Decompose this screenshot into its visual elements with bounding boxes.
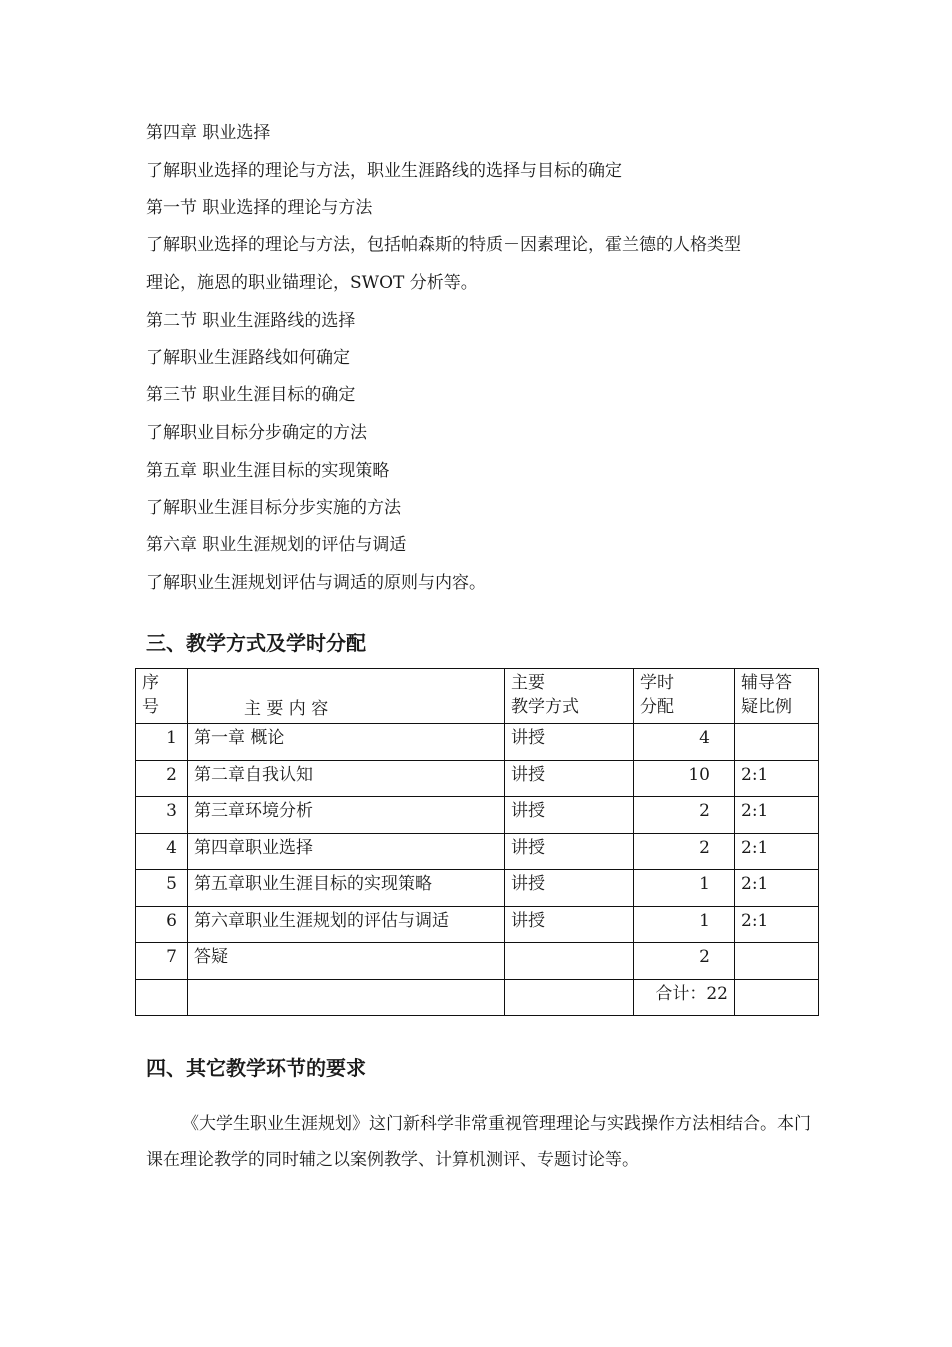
header-num: 序 号 — [136, 669, 188, 724]
header-ratio: 辅导答 疑比例 — [735, 669, 819, 724]
section-title: 第一节 职业选择的理论与方法 — [146, 198, 373, 218]
section-4-paragraph: 《大学生职业生涯规划》这门新科学非常重视管理理论与实践操作方法相结合。本门课在理论教学的同时辅之以案例教学、计算机测评、专题讨论等。 — [146, 1114, 811, 1170]
schedule-table — [135, 668, 819, 1016]
outline-text: 了解职业选择的理论与方法，职业生涯路线的选择与目标的确定 — [146, 161, 622, 181]
table-row: 3 第三章环境分析 讲授 2 2:1 — [136, 797, 819, 833]
chapter-6-title: 第六章 职业生涯规划的评估与调适 — [146, 535, 407, 555]
table-row: 5 第五章职业生涯目标的实现策略 讲授 1 2:1 — [136, 870, 819, 906]
header-hours: 学时 分配 — [634, 669, 735, 724]
table-row: 2 第二章自我认知 讲授 10 2:1 — [136, 760, 819, 796]
section-title: 第三节 职业生涯目标的确定 — [146, 385, 356, 405]
outline-text: 了解职业生涯目标分步实施的方法 — [146, 498, 401, 518]
chapter-4-title: 第四章 职业选择 — [146, 123, 271, 143]
table-row: 1 第一章 概论 讲授 4 — [136, 724, 819, 760]
table-row: 4 第四章职业选择 讲授 2 2:1 — [136, 833, 819, 869]
table-row: 6 第六章职业生涯规划的评估与调适 讲授 1 2:1 — [136, 906, 819, 942]
table-total-row — [136, 979, 819, 1016]
outline-text: 了解职业生涯路线如何确定 — [146, 348, 350, 368]
table-header-row — [136, 669, 819, 724]
outline-text: 了解职业选择的理论与方法，包括帕森斯的特质－因素理论，霍兰德的人格类型 — [146, 235, 741, 255]
outline-text: 了解职业目标分步确定的方法 — [146, 423, 367, 443]
section-title: 第二节 职业生涯路线的选择 — [146, 311, 356, 331]
header-content: 主 要 内 容 — [188, 669, 505, 724]
table-row: 7 答疑 2 — [136, 943, 819, 979]
section-3-heading: 三、教学方式及学时分配 — [146, 631, 366, 655]
outline-text: 了解职业生涯规划评估与调适的原则与内容。 — [146, 573, 486, 593]
section-4-heading: 四、其它教学环节的要求 — [146, 1056, 366, 1080]
header-method: 主要 教学方式 — [505, 669, 634, 724]
total-hours: 合计：22 — [634, 979, 735, 1016]
outline-text: 理论，施恩的职业锚理论，SWOT 分析等。 — [146, 273, 478, 293]
chapter-5-title: 第五章 职业生涯目标的实现策略 — [146, 461, 390, 481]
